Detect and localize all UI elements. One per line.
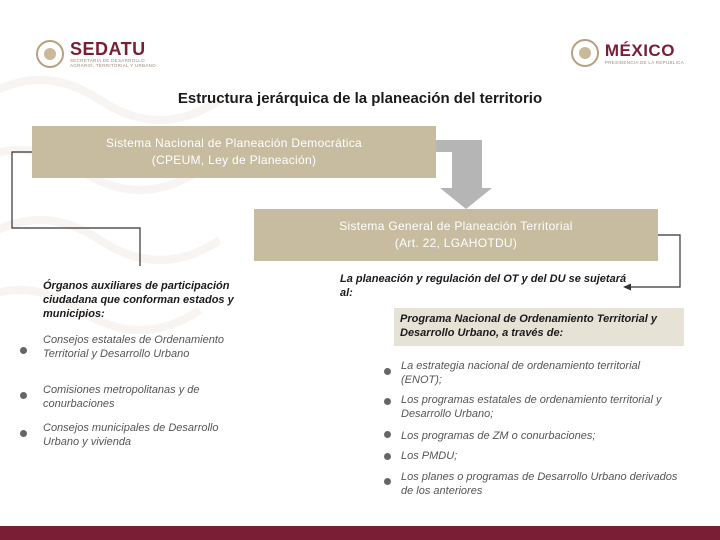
programa-item: Los PMDU; [401,450,458,462]
down-arrow-icon [436,140,492,209]
organo-item: Consejos municipales de Desarrollo Urbano y vivienda [43,422,219,448]
organos-heading: Órganos auxiliares de participación ciudadana que conforman estados y municipios: [43,280,234,320]
bullet-icon [20,392,27,399]
footer-bar [0,526,720,540]
programa-item: Los programas de ZM o conurbaciones; [401,430,596,442]
bullet-icon [384,453,391,460]
sistema-nacional-title: Sistema Nacional de Planeación Democrática [105,136,363,150]
page-title: Estructura jerárquica de la planeación del territorio [177,90,543,107]
bullet-icon [20,430,27,437]
programa-nacional-box: Programa Nacional de Ordenamiento Territorial y Desarrollo Urbano, a través de: [394,308,684,346]
sistema-general-source: (Art. 22, LGAHOTDU) [394,236,518,250]
programa-item: Los planes o programas de Desarrollo Urbano derivados de los anteriores [401,471,678,497]
organo-item: Consejos estatales de Ordenamiento Territorial y Desarrollo Urbano [43,334,224,360]
bullet-icon [384,368,391,375]
sedatu-logo-subtitle-1: SECRETARÍA DE DESARROLLO [70,58,145,63]
programa-item: Los programas estatales de ordenamiento territorial y Desarrollo Urbano; [401,394,662,420]
sistema-nacional-source: (CPEUM, Ley de Planeación) [151,153,317,167]
bullet-icon [384,398,391,405]
sedatu-logo-subtitle-2: AGRARIO, TERRITORIAL Y URBANO [70,63,156,68]
mexico-logo-name: MÉXICO [604,40,675,60]
mexico-logo-subtitle: PRESIDENCIA DE LA REPÚBLICA [604,59,684,65]
programa-item: La estrategia nacional de ordenamiento territorial (ENOT); [401,360,641,386]
sistema-general-title: Sistema General de Planeación Territorial [339,219,573,233]
bullet-icon [384,431,391,438]
organo-item: Comisiones metropolitanas y de conurbaciones [43,384,200,410]
bullet-icon [384,478,391,485]
bullet-icon [20,347,27,354]
sistema-nacional-box [32,126,436,178]
sedatu-logo-name: SEDATU [70,39,146,59]
planeacion-heading: La planeación y regulación del OT y del DU se sujetará al: [340,273,627,299]
sistema-general-box [254,209,658,261]
